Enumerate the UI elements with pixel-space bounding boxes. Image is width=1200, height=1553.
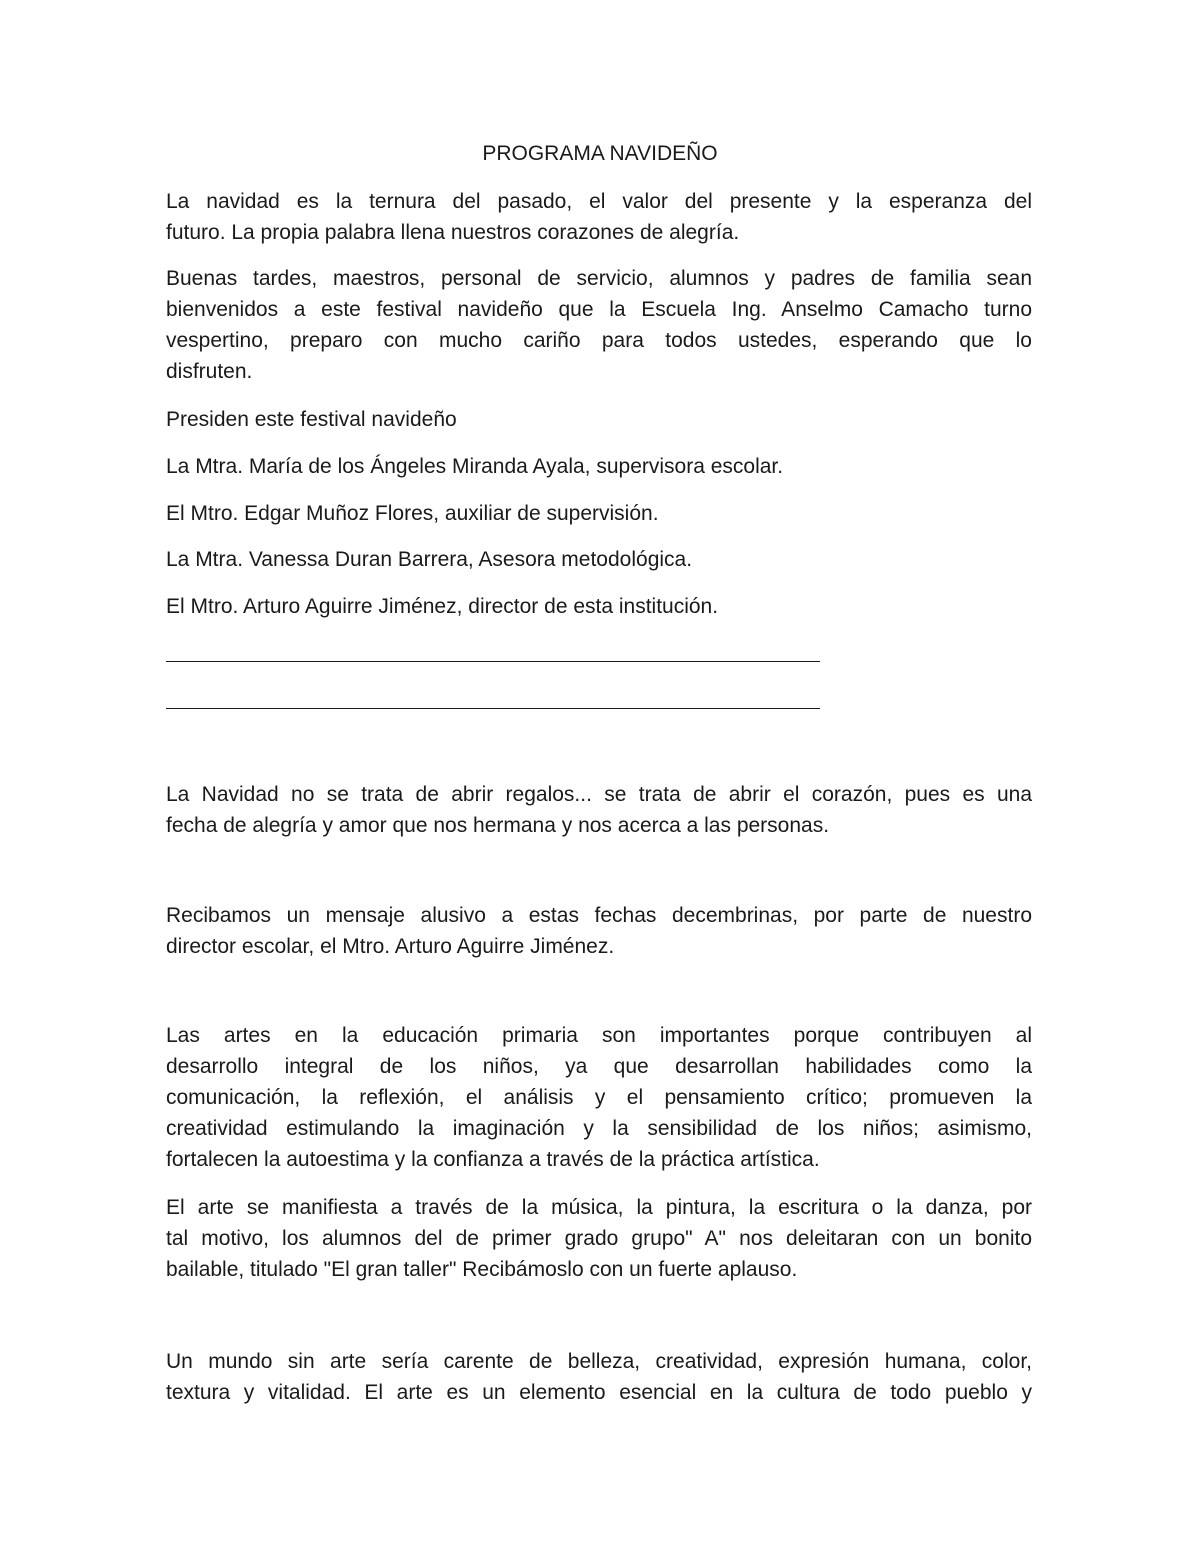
text-line: fortalecen la autoestima y la confianza a través de la práctica artística. [166, 1148, 820, 1171]
paragraph-intro [166, 186, 1032, 248]
text-line: tal motivo, los alumnos del de primer grado grupo" A" nos deleitaran con un bonito [166, 1227, 1032, 1250]
text-line: director escolar, el Mtro. Arturo Aguirre Jiménez. [166, 935, 615, 958]
text-line: Un mundo sin arte sería carente de belleza, creatividad, expresión humana, color, [166, 1350, 1032, 1373]
paragraph-presiden [166, 404, 1032, 435]
blank-line-1 [166, 661, 820, 662]
text-line: El arte se manifiesta a través de la música, la pintura, la escritura o la danza, por [166, 1196, 1032, 1219]
blank-line-2 [166, 708, 820, 709]
paragraph-arte-manifiesta [166, 1192, 1032, 1285]
presidium-member-3 [166, 544, 1032, 575]
text-line: fecha de alegría y amor que nos hermana y nos acerca a las personas. [166, 814, 830, 837]
presidium-member-1 [166, 451, 1032, 482]
text-line: textura y vitalidad. El arte es un elemento esencial en la cultura de todo pueblo y [166, 1381, 1032, 1404]
presidium-member-2 [166, 498, 1032, 529]
text-line: La Mtra. María de los Ángeles Miranda Ayala, supervisora escolar. [166, 455, 784, 478]
text-line: vespertino, preparo con mucho cariño para todos ustedes, esperando que lo [166, 329, 1032, 352]
paragraph-navidad [166, 779, 1032, 841]
text-line: La navidad es la ternura del pasado, el valor del presente y la esperanza del [166, 190, 1032, 213]
text-line: creatividad estimulando la imaginación y la sensibilidad de los niños; asimismo, [166, 1117, 1032, 1140]
text-line: Presiden este festival navideño [166, 408, 457, 431]
text-line: Buenas tardes, maestros, personal de servicio, alumnos y padres de familia sean [166, 267, 1032, 290]
text-line: desarrollo integral de los niños, ya que desarrollan habilidades como la [166, 1055, 1032, 1078]
text-line: comunicación, la reflexión, el análisis y el pensamiento crítico; promueven la [166, 1086, 1032, 1109]
paragraph-mundo-sin-arte [166, 1346, 1032, 1408]
paragraph-mensaje [166, 900, 1032, 962]
text-line: El Mtro. Edgar Muñoz Flores, auxiliar de supervisión. [166, 502, 659, 525]
paragraph-welcome [166, 263, 1032, 387]
text-line: La Mtra. Vanessa Duran Barrera, Asesora metodológica. [166, 548, 693, 571]
text-line: disfruten. [166, 360, 253, 383]
text-line: Las artes en la educación primaria son importantes porque contribuyen al [166, 1024, 1032, 1047]
document-title: PROGRAMA NAVIDEÑO [482, 142, 718, 165]
text-line: El Mtro. Arturo Aguirre Jiménez, director de esta institución. [166, 595, 719, 618]
text-line: futuro. La propia palabra llena nuestros corazones de alegría. [166, 221, 740, 244]
paragraph-artes [166, 1020, 1032, 1175]
text-line: La Navidad no se trata de abrir regalos... se trata de abrir el corazón, pues es una [166, 783, 1032, 806]
text-line: bienvenidos a este festival navideño que la Escuela Ing. Anselmo Camacho turno [166, 298, 1032, 321]
presidium-member-4 [166, 591, 1032, 622]
text-line: bailable, titulado "El gran taller" Recibámoslo con un fuerte aplauso. [166, 1258, 798, 1281]
text-line: Recibamos un mensaje alusivo a estas fechas decembrinas, por parte de nuestro [166, 904, 1032, 927]
